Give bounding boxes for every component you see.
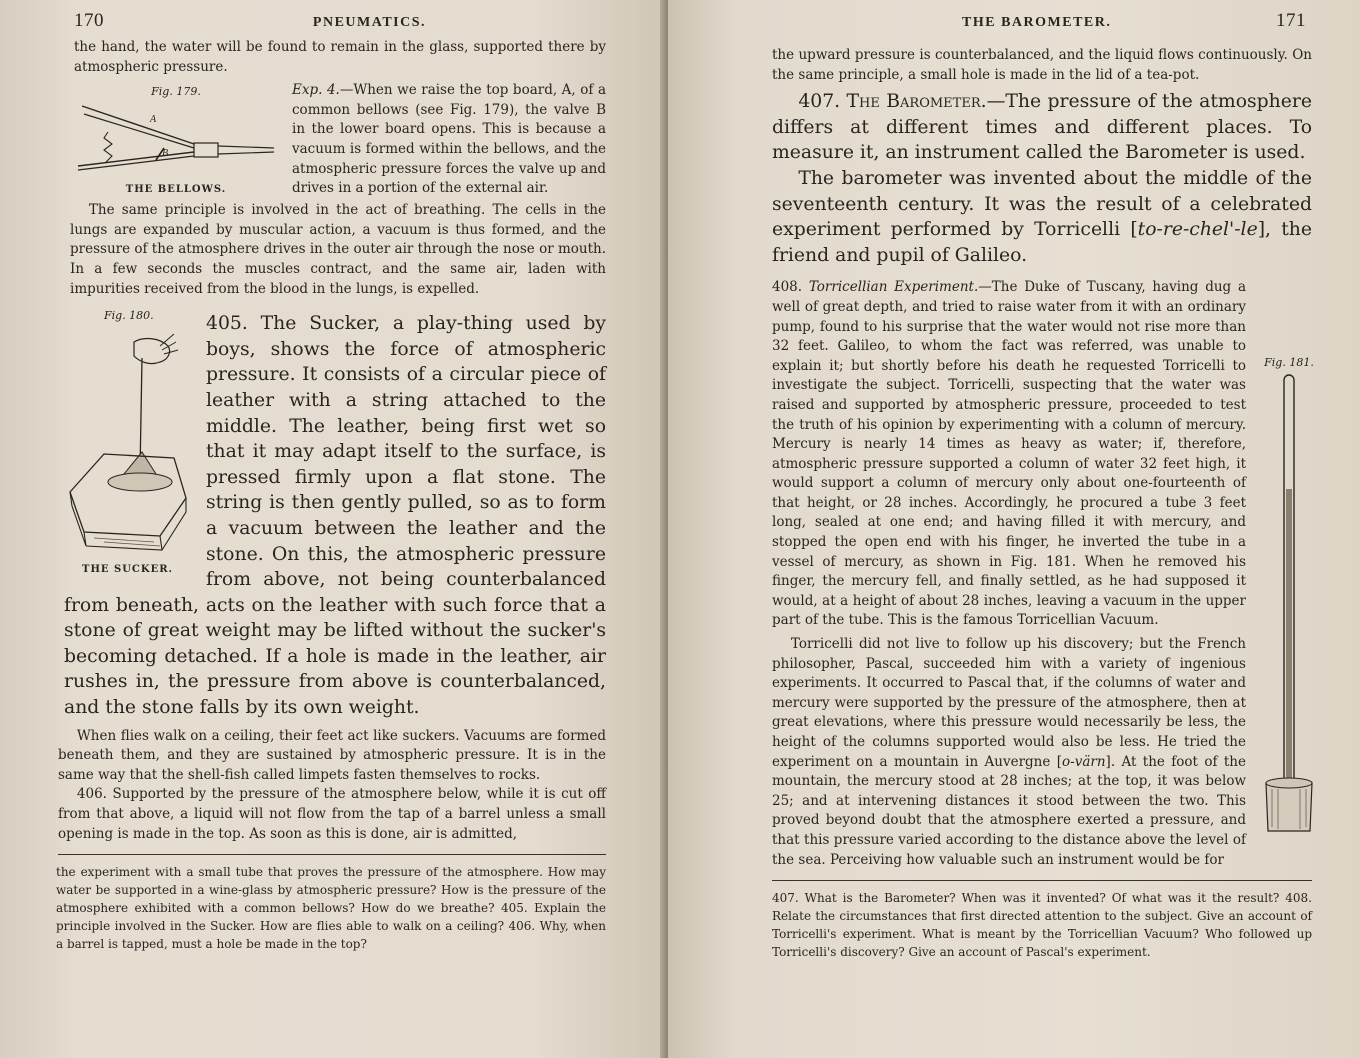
section-title: The Barometer.	[846, 91, 987, 113]
right-page-header	[962, 10, 1306, 32]
section-title: Torricellian Experiment.	[808, 279, 979, 296]
barometer-tube-illustration	[1260, 369, 1318, 837]
footnote-questions: 407. What is the Barometer? When was it invented? Of what was it the result? 408. Relate the circumstances that first directed attention to the subject. Give an account of Torricelli's experiment. What is meant by the Torricellian Vacuum? Who followed up Torricelli's discovery? Give an account of Pascal's experiment.	[772, 891, 1312, 960]
pascal-text-b: ]. At the foot of the mountain, the mercury stood at 28 inches; at the top, it was below 25; and at intervening distances it stood between the two. This proved beyond doubt that the atmosphere exerted a pressure, and that this pressure varied according to the distance above the level of the sea. Perceiving how valuable such an instrument would be for	[772, 753, 1246, 868]
pascal-paragraph	[772, 635, 1312, 870]
continuation-paragraph: the upward pressure is counterbalanced, and the liquid flows continuously. On the same principle, a small hole is made in the lid of a tea-pot.	[772, 47, 1312, 83]
right-page	[668, 0, 1360, 1058]
exp4-label: Exp. 4.	[292, 82, 340, 99]
footnote-questions: the experiment with a small tube that proves the pressure of the atmosphere. How may water be supported in a wine-glass by atmospheric pressure? How is the pressure of the atmosphere exhibited with a common bellows? How do we breathe? 405. Explain the principle involved in the Sucker. How are flies able to walk on a ceiling? 406. Why, when a barrel is tapped, must a hole be made in the top?	[56, 865, 606, 952]
section-title: The Sucker,	[260, 313, 381, 335]
left-page	[0, 0, 668, 1058]
figure-caption: THE BELLOWS.	[125, 184, 227, 196]
figure-label: Fig. 179.	[151, 85, 201, 99]
section-number: 407.	[798, 91, 841, 113]
invention-text-a: The barometer was invented about the middle of the seventeenth century. It was the result of a celebrated experiment performed by Torricelli [	[772, 167, 1312, 241]
figure-caption: THE SUCKER.	[82, 564, 173, 576]
sucker-illustration	[64, 322, 188, 560]
figure-label: Fig. 180.	[104, 309, 154, 323]
section-number: 408.	[772, 279, 803, 296]
page-number: 171	[1276, 10, 1306, 31]
svg-text:A: A	[150, 114, 157, 126]
section-407-text: —The pressure of the atmosphere differs at different times and different places. To measure it, an instrument called the Barometer is used.	[772, 91, 1312, 164]
invention-paragraph	[772, 166, 1312, 268]
flies-paragraph: When flies walk on a ceiling, their feet act like suckers. Vacuums are formed beneath them, and they are sustained by atmospheric pressure. It is in the same way that the shell-fish called limpets fasten themselves to rocks.	[58, 727, 606, 783]
pascal-text-a: Torricelli did not live to follow up his discovery; but the French philosopher, Pascal, succeeded him with a variety of ingenious experiments. It occurred to Pascal that, if the columns of water and mercury were supported by the pressure of the atmosphere, then at great elevations, where this pressure would necessarily be less, the height of the columns supported would also be less. He tried the experiment on a mountain in Auvergne [	[772, 636, 1246, 770]
invention-text-b: ], the friend and pupil of Galileo.	[772, 219, 1312, 266]
figure-179	[74, 85, 278, 195]
figure-181	[1260, 356, 1318, 841]
section-number: 405.	[206, 313, 248, 335]
intro-paragraph: the hand, the water will be found to remain in the glass, supported there by atmospheric pressure.	[74, 39, 606, 75]
page-number: 170	[74, 10, 104, 31]
svg-text:B: B	[162, 148, 169, 160]
section-407-paragraph	[772, 89, 1312, 166]
figure-180	[64, 309, 188, 575]
section-405-text: a play-thing used by boys, shows the force of atmospheric pressure. It consists of a circular piece of leather with a string attached to the middle. The leather, being first wet so that it may adapt itself to the surface, is pressed firmly upon a flat stone. The string is then gently pulled, so as to form a vacuum between the leather and the stone. On this, the atmospheric pressure from above, not being counterbalanced from beneath, acts on the leather with such force that a stone of great weight may be lifted without the sucker's becoming detached. If a hole is made in the leather, air rushes in, the pressure from above is counterbalanced, and the stone falls by its own weight.	[64, 313, 606, 719]
footnote-rule	[58, 854, 606, 855]
running-head: THE BAROMETER.	[962, 15, 1112, 30]
pronunciation: to-re-chel'-le	[1137, 219, 1258, 241]
figure-label: Fig. 181.	[1264, 356, 1314, 370]
section-408-paragraph	[772, 278, 1312, 631]
exp4-text: —When we raise the top board, A, of a common bellows (see Fig. 179), the valve B in the lower board opens. This is because a vacuum is formed within the bellows, and the atmospheric pressure forces the valve up and drives in a portion of the external air.	[292, 82, 607, 197]
pronunciation: o-värn	[1062, 753, 1106, 770]
breathing-paragraph: The same principle is involved in the act of breathing. The cells in the lungs are expanded by muscular action, a vacuum is thus formed, and the pressure of the atmosphere drives in the outer air through the nose or mouth. In a few seconds the muscles contract, and the same air, laden with impurities received from the blood in the lungs, is expelled.	[70, 202, 606, 297]
section-408-text: —The Duke of Tuscany, having dug a well of great depth, and tried to raise water from it with an ordinary pump, found to his surprise that the water would not rise more than 32 feet. Galileo, to whom the fact was referred, was unable to explain it; but shortly before his death he requested Torricelli to investigate the subject. Torricelli, suspecting that the water was raised and supported by atmospheric pressure, proceeded to test the truth of his opinion by experimenting with a column of mercury. Mercury is nearly 14 times as heavy as water; if, therefore, atmospheric pressure supported a column of water 32 feet high, it would support a column of mercury only about one-fourteenth of that height, or 28 inches. Accordingly, he procured a tube 3 feet long, sealed at one end; and having filled it with mercury, and stopped the open end with his finger, he inverted the tube in a vessel of mercury, as shown in Fig. 181. When he removed his finger, the mercury fell, and finally settled, as he had supposed it would, at a height of about 28 inches, leaving a vacuum in the upper part of the tube. This is the famous Torricellian Vacuum.	[772, 279, 1246, 629]
section-406-paragraph: 406. Supported by the pressure of the atmosphere below, while it is cut off from that above, a liquid will not flow from the tap of a barrel unless a small opening is made in the top. As soon as this is done, air is admitted,	[58, 786, 606, 842]
running-head: PNEUMATICS.	[312, 15, 426, 30]
bellows-illustration	[74, 98, 278, 180]
left-page-header	[74, 10, 426, 32]
footnote-rule	[772, 880, 1312, 881]
